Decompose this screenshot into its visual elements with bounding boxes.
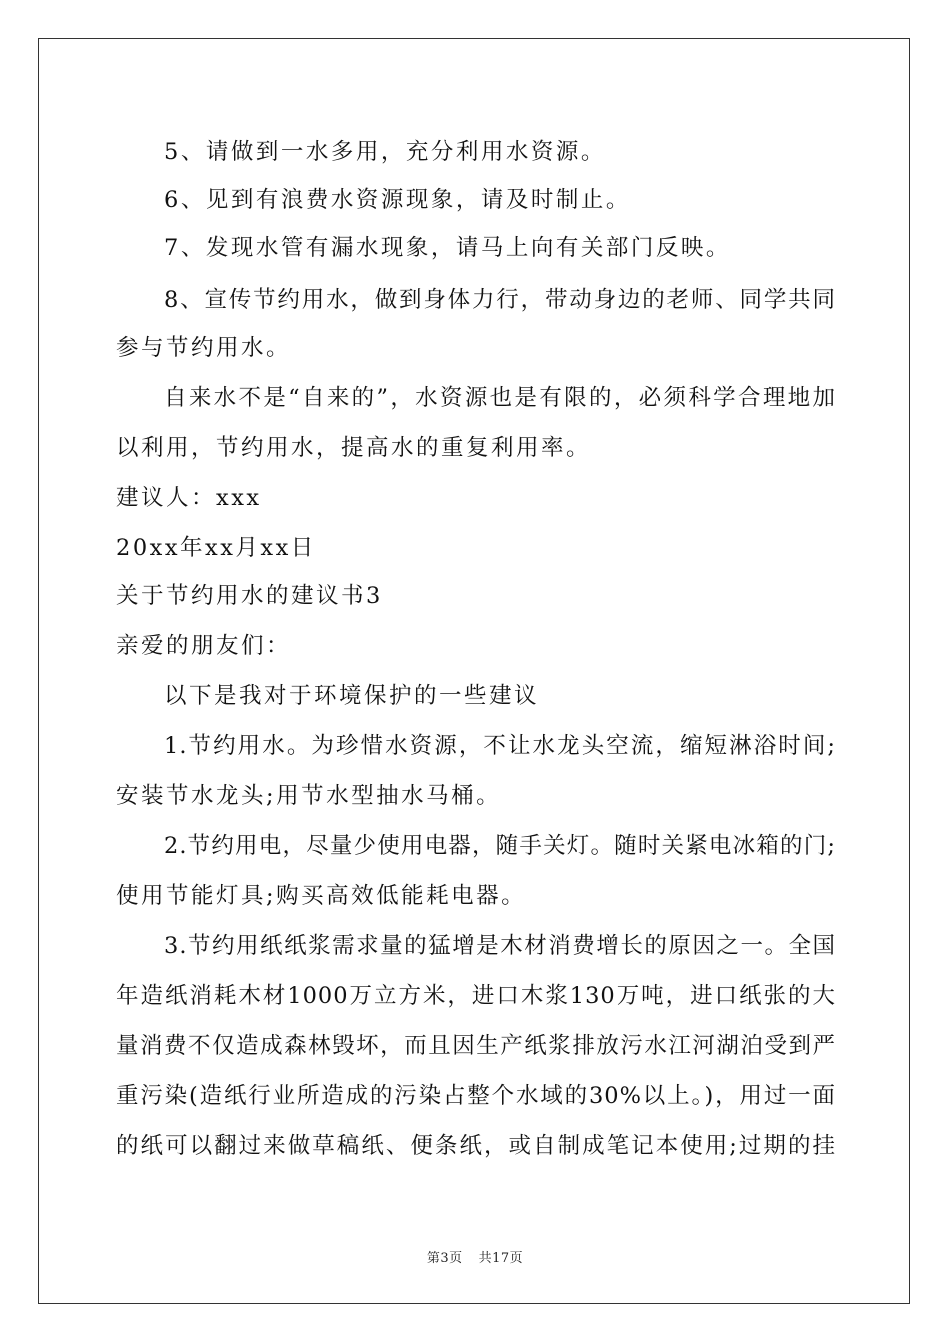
date-line: 20xx年xx月xx日 bbox=[116, 535, 316, 561]
paragraph-line: 年造纸消耗木材1000万立方米，进口木浆130万吨，进口纸张的大 bbox=[116, 983, 836, 1009]
paragraph-line: 使用节能灯具;购买高效低能耗电器。 bbox=[116, 883, 527, 909]
paragraph-line: 参与节约用水。 bbox=[116, 335, 292, 361]
paragraph-line: 7、发现水管有漏水现象，请马上向有关部门反映。 bbox=[164, 235, 731, 261]
paragraph-line: 2.节约用电，尽量少使用电器，随手关灯。随时关紧电冰箱的门; bbox=[164, 833, 836, 859]
section-title: 关于节约用水的建议书3 bbox=[116, 583, 383, 609]
paragraph-line: 3.节约用纸纸浆需求量的猛增是木材消费增长的原因之一。全国 bbox=[164, 933, 836, 959]
paragraph-line: 以利用，节约用水，提高水的重复利用率。 bbox=[116, 435, 592, 461]
signature-line: 建议人：xxx bbox=[116, 485, 262, 511]
paragraph-line: 8、宣传节约用水，做到身体力行，带动身边的老师、同学共同 bbox=[164, 287, 836, 313]
paragraph-line: 安装节水龙头;用节水型抽水马桶。 bbox=[116, 783, 502, 809]
page-number: 第3页 bbox=[426, 1251, 463, 1266]
paragraph-line: 5、请做到一水多用，充分利用水资源。 bbox=[164, 139, 606, 165]
salutation: 亲爱的朋友们： bbox=[116, 633, 292, 659]
page-footer bbox=[0, 1247, 950, 1266]
page-total: 共17页 bbox=[478, 1251, 524, 1266]
paragraph-line: 量消费不仅造成森林毁坏，而且因生产纸浆排放污水江河湖泊受到严 bbox=[116, 1033, 836, 1059]
paragraph-line: 6、见到有浪费水资源现象，请及时制止。 bbox=[164, 187, 631, 213]
paragraph-line: 的纸可以翻过来做草稿纸、便条纸，或自制成笔记本使用;过期的挂 bbox=[116, 1133, 836, 1159]
paragraph-line: 以下是我对于环境保护的一些建议 bbox=[164, 683, 540, 709]
page-border bbox=[38, 38, 910, 1304]
paragraph-line: 自来水不是“自来的”，水资源也是有限的，必须科学合理地加 bbox=[164, 385, 836, 411]
paragraph-line: 重污染(造纸行业所造成的污染占整个水域的30%以上。)，用过一面 bbox=[116, 1083, 836, 1109]
paragraph-line: 1.节约用水。为珍惜水资源，不让水龙头空流，缩短淋浴时间; bbox=[164, 733, 836, 759]
